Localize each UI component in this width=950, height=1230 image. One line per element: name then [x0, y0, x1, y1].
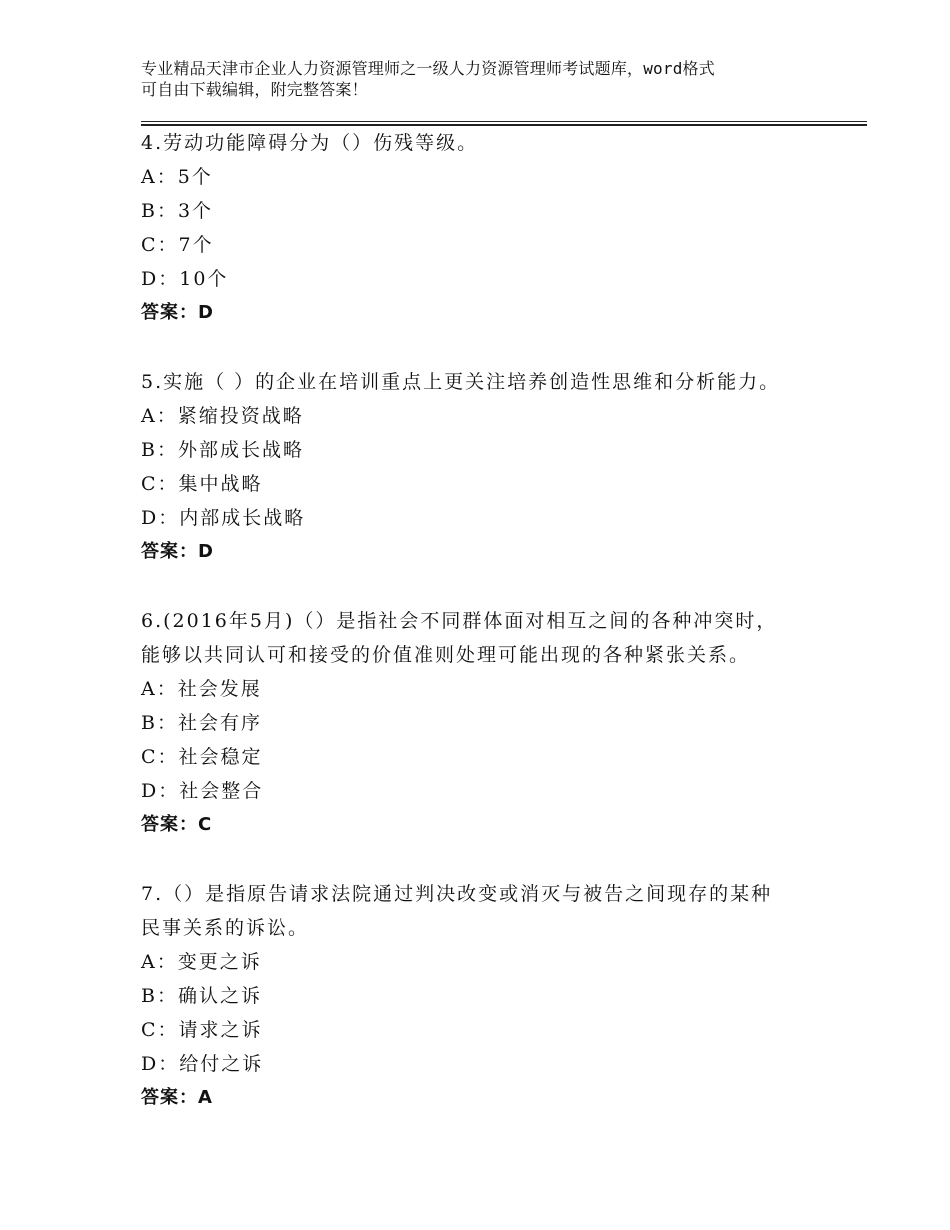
header-line-1: 专业精品天津市企业人力资源管理师之一级人力资源管理师考试题库，word格式: [141, 59, 715, 78]
option-b: B：确认之诉: [141, 985, 262, 1007]
option-a: A：变更之诉: [141, 951, 262, 973]
option-d: D：内部成长战略: [141, 507, 306, 529]
question-block: [141, 877, 841, 1115]
question-stem-continued: 能够以共同认可和接受的价值准则处理可能出现的各种紧张关系。: [141, 644, 751, 666]
option-a: A：社会发展: [141, 678, 262, 700]
question-stem: 7.（）是指原告请求法院通过判决改变或消灭与被告之间现存的某种: [141, 883, 773, 905]
question-stem: 6.(2016年5月)（）是指社会不同群体面对相互之间的各种冲突时，: [141, 610, 778, 632]
option-c: C：集中战略: [141, 473, 263, 495]
option-b: B：外部成长战略: [141, 439, 304, 461]
question-block: [141, 126, 841, 330]
option-d: D：10个: [141, 268, 229, 290]
option-a: A：5个: [141, 166, 213, 188]
answer-line: 答案：D: [141, 302, 214, 323]
option-b: B：社会有序: [141, 712, 262, 734]
option-a: A：紧缩投资战略: [141, 405, 304, 427]
header-divider-thin: [141, 121, 867, 122]
header-line-2: 可自由下载编辑，附完整答案！: [141, 80, 368, 99]
option-c: C：社会稳定: [141, 746, 263, 768]
option-d: D：给付之诉: [141, 1053, 264, 1075]
question-stem-continued: 民事关系的诉讼。: [141, 917, 310, 939]
option-b: B：3个: [141, 200, 214, 222]
question-stem: 5.实施（ ）的企业在培训重点上更关注培养创造性思维和分析能力。: [141, 371, 781, 393]
answer-line: 答案：A: [141, 1087, 213, 1108]
option-c: C：请求之诉: [141, 1019, 263, 1041]
question-block: [141, 365, 841, 569]
option-d: D：社会整合: [141, 780, 264, 802]
question-stem: 4.劳动功能障碍分为（）伤残等级。: [141, 132, 479, 154]
document-header: [141, 58, 841, 100]
question-block: [141, 604, 841, 842]
answer-line: 答案：C: [141, 814, 213, 835]
option-c: C：7个: [141, 234, 214, 256]
answer-line: 答案：D: [141, 541, 214, 562]
